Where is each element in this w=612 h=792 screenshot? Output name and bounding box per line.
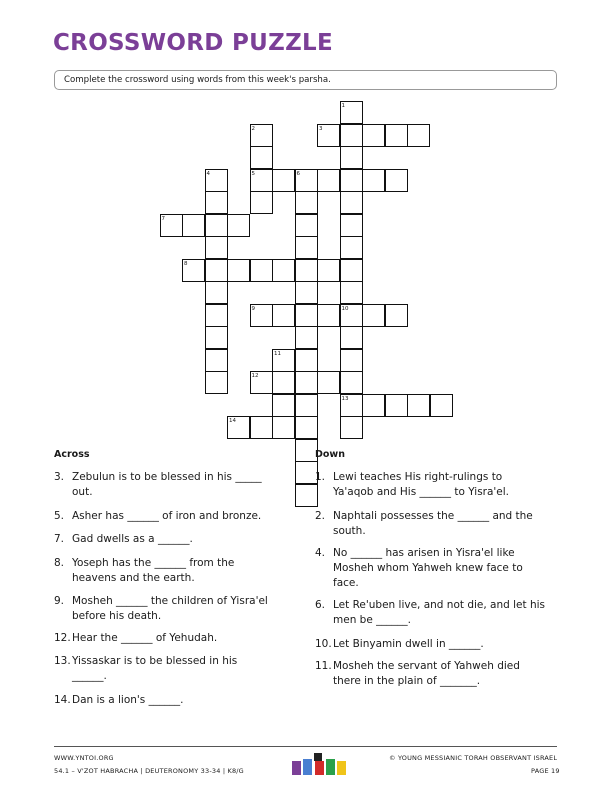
footer-divider (54, 746, 557, 747)
grid-cell[interactable] (385, 124, 408, 147)
grid-cell[interactable] (295, 304, 318, 327)
grid-cell[interactable] (182, 214, 205, 237)
grid-cell[interactable] (295, 371, 318, 394)
grid-number: 3 (319, 125, 323, 132)
grid-number: 13 (341, 395, 349, 402)
grid-cell[interactable] (340, 259, 363, 282)
clue-number: 12. (54, 632, 71, 644)
grid-cell[interactable] (340, 214, 363, 237)
grid-cell[interactable] (250, 191, 273, 214)
instructions-box: Complete the crossword using words from this week's parsha. (54, 70, 557, 90)
clue-text: Let Binyamin dwell in ______. (333, 638, 484, 650)
across-heading: Across (54, 449, 90, 460)
grid-number: 11 (274, 350, 281, 357)
grid-cell[interactable] (340, 236, 363, 259)
grid-cell[interactable] (272, 416, 295, 439)
grid-number: 8 (184, 260, 188, 267)
clue-number: 5. (54, 510, 65, 522)
grid-number: 12 (251, 373, 259, 379)
grid-cell[interactable] (205, 214, 228, 237)
grid-number: 9 (251, 305, 255, 312)
grid-number: 6 (296, 170, 300, 177)
grid-number: 10 (341, 305, 349, 312)
grid-cell[interactable] (340, 281, 363, 304)
clue-number: 14. (54, 694, 71, 706)
clue-text: before his death. (72, 610, 162, 622)
clue-text: Asher has ______ of iron and bronze. (72, 510, 262, 522)
clue-number: 2. (315, 510, 326, 522)
grid-cell[interactable] (205, 281, 228, 304)
grid-cell[interactable] (340, 416, 363, 439)
grid-cell[interactable] (295, 259, 318, 282)
grid-cell[interactable] (407, 394, 430, 417)
grid-cell[interactable] (205, 259, 228, 282)
grid-cell[interactable] (227, 214, 250, 237)
grid-number: 4 (206, 170, 210, 177)
clue-text: Yissaskar is to be blessed in his (72, 655, 238, 667)
logo-figure-purple (292, 761, 301, 775)
clue-text: ______. (72, 670, 107, 682)
grid-cell[interactable] (317, 259, 340, 282)
clue-number: 3. (54, 471, 65, 483)
grid-cell[interactable] (317, 169, 340, 192)
grid-cell[interactable] (272, 259, 295, 282)
clue-text: Zebulun is to be blessed in his _____ (72, 471, 262, 483)
logo-menorah-top (314, 753, 322, 761)
grid-cell[interactable] (295, 281, 318, 304)
footer-page-number: PAGE 19 (531, 767, 560, 775)
clue-text: Ya'aqob and His ______ to Yisra'el. (333, 486, 510, 498)
grid-cell[interactable] (340, 349, 363, 372)
grid-cell[interactable] (362, 394, 385, 417)
logo-figure-red (315, 761, 324, 775)
grid-cell[interactable] (385, 304, 408, 327)
grid-cell[interactable] (272, 371, 295, 394)
grid-cell[interactable] (340, 371, 363, 394)
grid-cell[interactable] (340, 169, 363, 192)
clue-text: Hear the ______ of Yehudah. (72, 632, 218, 644)
clue-text: Yoseph has the ______ from the (72, 557, 235, 569)
grid-cell[interactable] (227, 259, 250, 282)
footer-lesson: 54.1 – V'ZOT HABRACHA | DEUTERONOMY 33-34 | K8/G (54, 767, 244, 775)
clue-text: Let Re'uben live, and not die, and let his (333, 599, 546, 611)
clue-text: heavens and the earth. (72, 572, 195, 584)
clue-text: there in the plain of _______. (333, 675, 481, 687)
clue-number: 11. (315, 660, 332, 672)
clue-text: men be ______. (333, 614, 411, 626)
grid-cell[interactable] (272, 394, 295, 417)
grid-cell[interactable] (407, 124, 430, 147)
grid-cell[interactable] (362, 304, 385, 327)
grid-cell[interactable] (272, 304, 295, 327)
grid-cell[interactable] (205, 191, 228, 214)
grid-cell[interactable] (295, 349, 318, 372)
grid-cell[interactable] (205, 371, 228, 394)
grid-cell[interactable] (295, 214, 318, 237)
logo-figure-yellow (337, 761, 346, 775)
grid-cell[interactable] (317, 371, 340, 394)
grid-cell[interactable] (250, 416, 273, 439)
clue-text: Gad dwells as a ______. (72, 533, 193, 545)
clue-number: 6. (315, 599, 326, 611)
grid-number: 7 (161, 215, 165, 222)
clue-text: Naphtali possesses the ______ and the (333, 510, 533, 522)
clue-number: 8. (54, 557, 65, 569)
clue-number: 1. (315, 471, 326, 483)
down-heading: Down (315, 449, 345, 460)
clue-number: 13. (54, 655, 71, 667)
grid-cell[interactable] (272, 169, 295, 192)
clue-text: Mosheh ______ the children of Yisra'el (72, 595, 268, 607)
logo-figure-green (326, 759, 335, 775)
grid-cell[interactable] (430, 394, 453, 417)
clue-number: 9. (54, 595, 65, 607)
grid-cell[interactable] (205, 326, 228, 349)
grid-cell[interactable] (250, 146, 273, 169)
grid-number: 14 (229, 418, 236, 424)
grid-cell[interactable] (295, 394, 318, 417)
page-title: CROSSWORD PUZZLE (53, 30, 334, 56)
grid-cell[interactable] (385, 394, 408, 417)
grid-cell[interactable] (340, 146, 363, 169)
grid-cell[interactable] (362, 124, 385, 147)
clue-number: 4. (315, 547, 326, 559)
grid-cell[interactable] (295, 326, 318, 349)
grid-number: 5 (251, 170, 255, 177)
grid-cell[interactable] (385, 169, 408, 192)
grid-cell[interactable] (205, 304, 228, 327)
footer-copyright: © YOUNG MESSIANIC TORAH OBSERVANT ISRAEL (389, 754, 558, 762)
grid-cell[interactable] (295, 236, 318, 259)
grid-cell[interactable] (295, 416, 318, 439)
footer-website: WWW.YNTOI.ORG (54, 754, 114, 762)
clue-text: Mosheh whom Yahweh knew face to (333, 562, 523, 574)
clue-text: Mosheh the servant of Yahweh died (333, 660, 520, 672)
grid-cell[interactable] (295, 191, 318, 214)
grid-cell[interactable] (362, 169, 385, 192)
ministry-logo (290, 751, 350, 779)
clue-text: out. (72, 486, 93, 498)
clue-number: 10. (315, 638, 332, 650)
clue-text: Dan is a lion's ______. (72, 694, 184, 706)
clue-text: face. (333, 577, 359, 589)
grid-cell[interactable] (317, 304, 340, 327)
grid-cell[interactable] (295, 484, 318, 507)
grid-cell[interactable] (340, 191, 363, 214)
grid-number: 1 (341, 103, 345, 109)
grid-cell[interactable] (340, 124, 363, 147)
grid-cell[interactable] (340, 326, 363, 349)
logo-figure-blue (303, 759, 312, 775)
clue-text: Lewi teaches His right-rulings to (333, 471, 503, 483)
clue-text: south. (333, 525, 366, 537)
clue-text: No ______ has arisen in Yisra'el like (333, 547, 515, 559)
grid-cell[interactable] (205, 349, 228, 372)
grid-cell[interactable] (205, 236, 228, 259)
grid-cell[interactable] (250, 259, 273, 282)
clue-number: 7. (54, 533, 65, 545)
grid-number: 2 (251, 125, 255, 132)
